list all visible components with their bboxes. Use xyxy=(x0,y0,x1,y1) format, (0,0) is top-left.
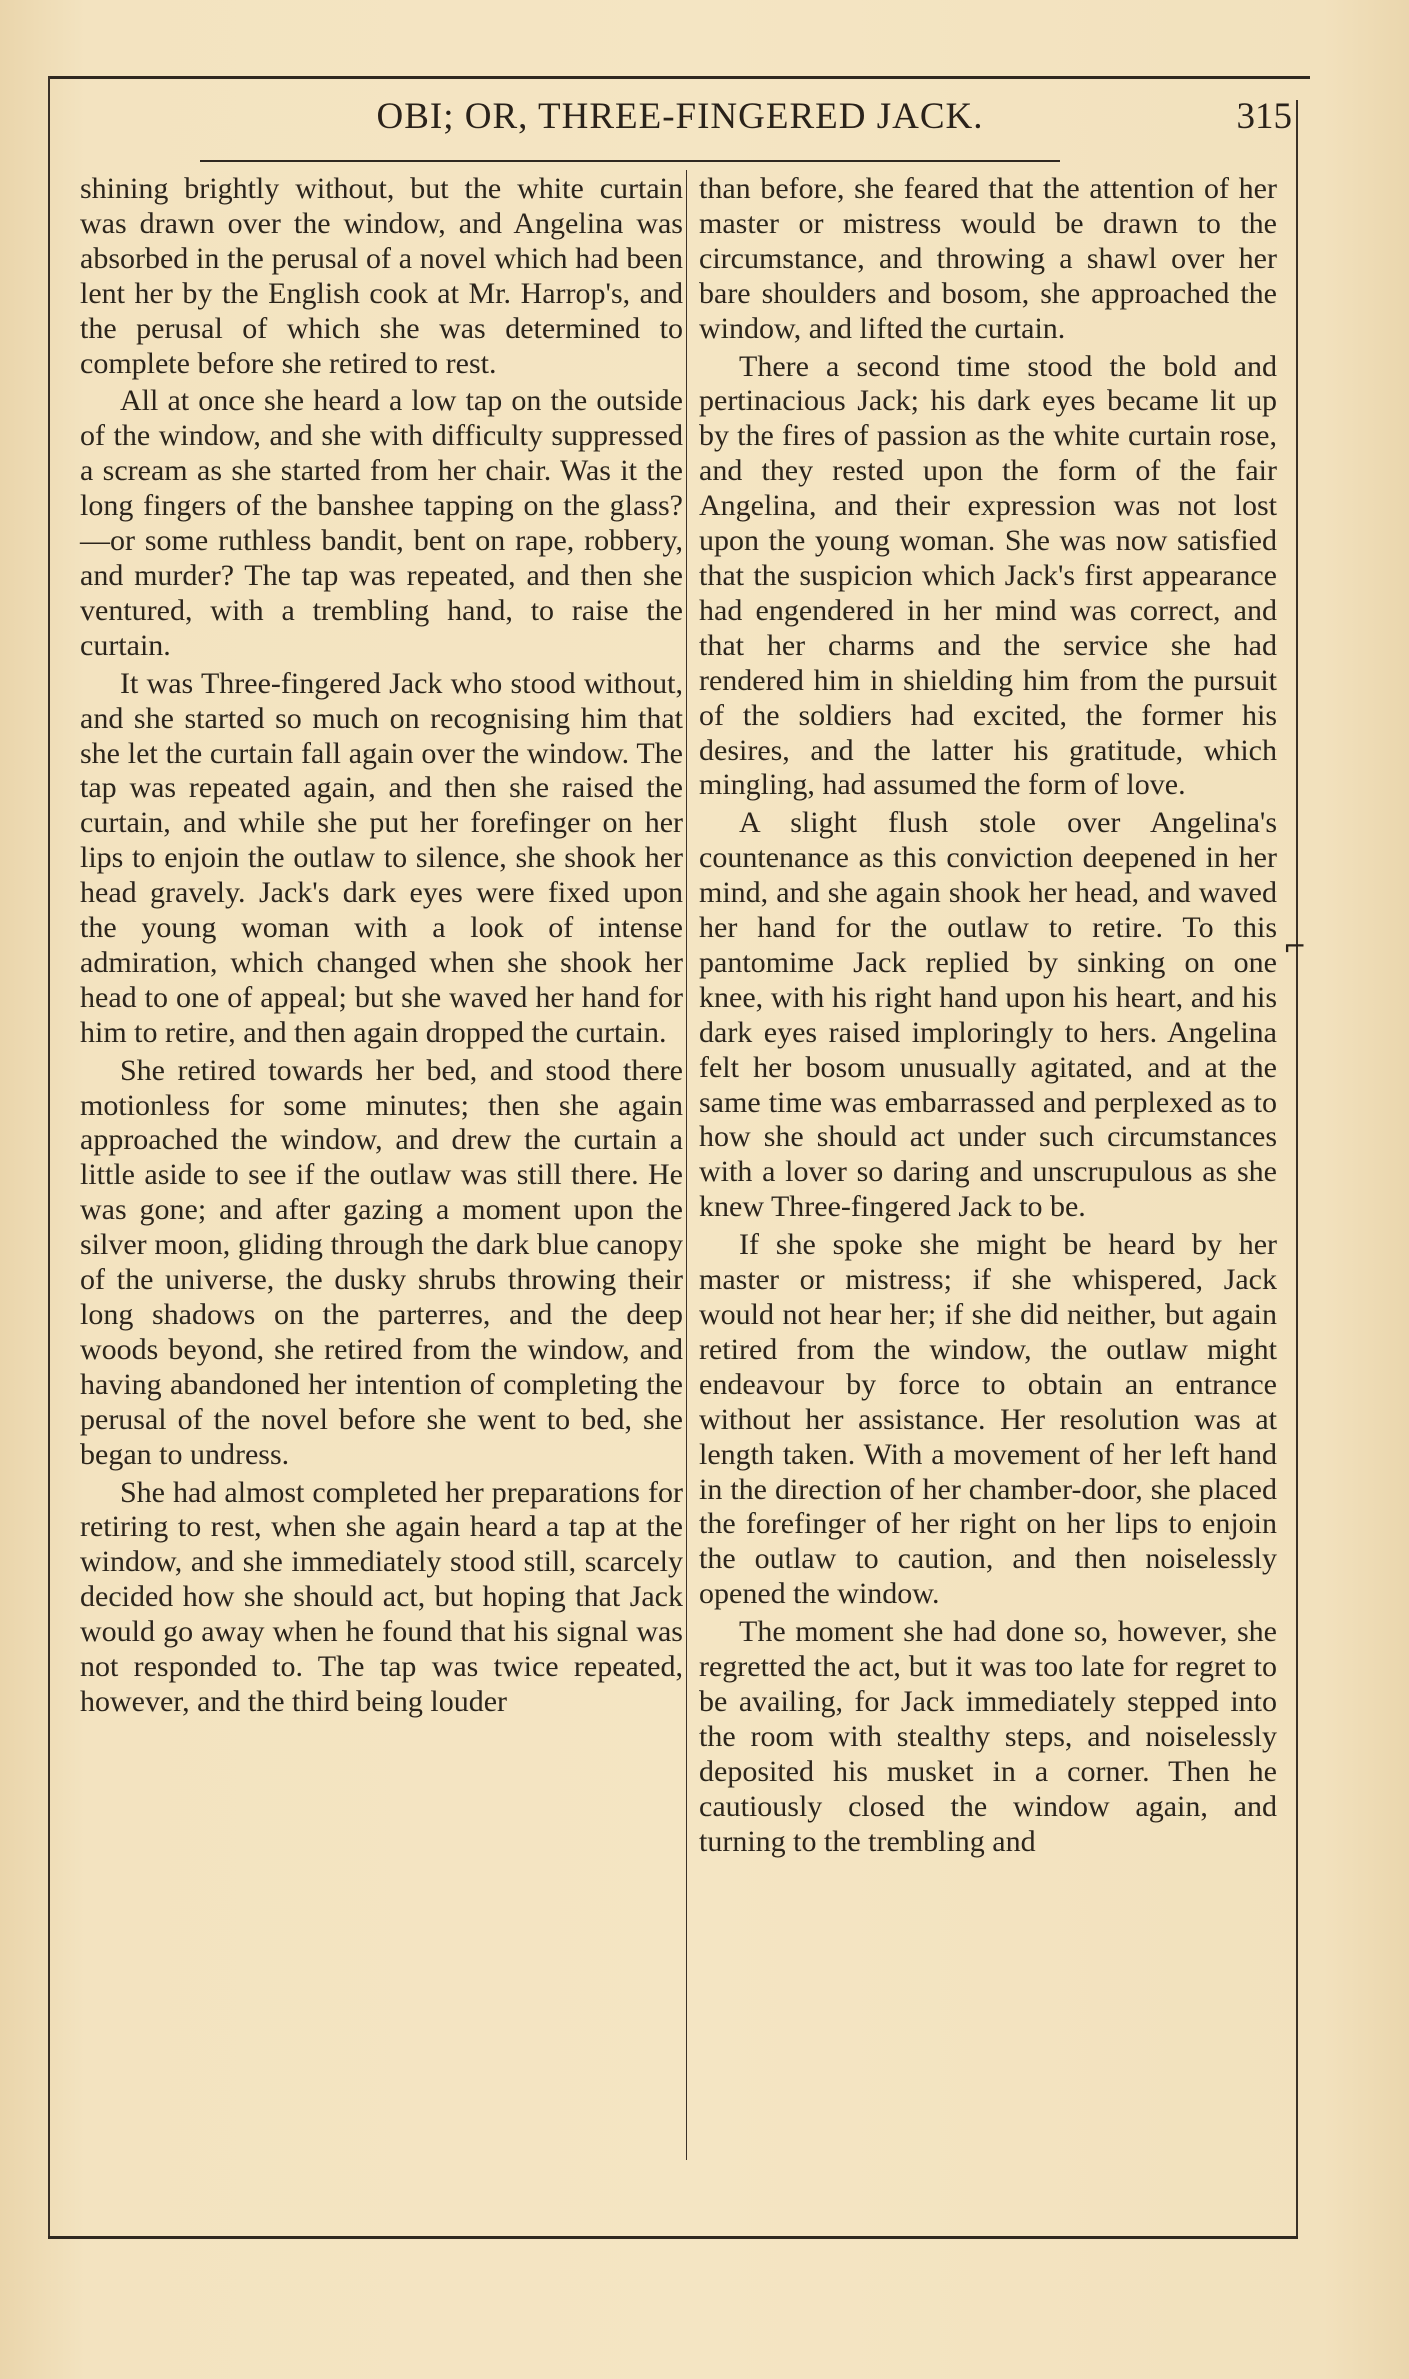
running-header xyxy=(60,95,1300,145)
left-border-line xyxy=(48,76,50,2236)
margin-mark: ⌐ xyxy=(1283,930,1307,963)
bottom-border-rule xyxy=(48,2236,1298,2239)
paragraph: than before, she feared that the attention of her master or mistress would be drawn to the circumstance, and throwing a shawl over her bare shoulders and bosom, she approached the window, and lifted the curtain. xyxy=(699,172,1277,345)
paragraph: It was Three-fingered Jack who stood without, and she started so much on recognising him that she let the curtain fall again over the window. The tap was repeated again, and then she raised the curtain, and while she put her forefinger on her lips to enjoin the outlaw to silence, she shook her head gravely. Jack's dark eyes were fixed upon the young woman with a look of intense admiration, which changed when she shook her head to one of appeal; but she waved her hand for him to retire, and then again dropped the curtain. xyxy=(80,666,683,1049)
paragraph: She retired towards her bed, and stood there motionless for some minutes; then she again approached the window, and drew the curtain a little aside to see if the outlaw was still there. He was gone; and after gazing a moment upon the silver moon, gliding through the dark blue canopy of the universe, the dusky shrubs throwing their long shadows on the parterres, and the deep woods beyond, she retired from the window, and having abandoned her intention of completing the perusal of the novel before she went to bed, she began to undress. xyxy=(80,1053,683,1471)
right-border-line xyxy=(1296,100,1298,2236)
column-divider xyxy=(686,170,687,2160)
paragraph: If she spoke she might be heard by her master or mistress; if she whispered, Jack would not hear her; if she did neither, but again retired from the window, the outlaw might endeavour by force to obtain an entrance without her assistance. Her resolution was at length taken. With a movement of her left hand in the direction of her chamber-door, she placed the forefinger of her right on her lips to enjoin the outlaw to caution, and then noiselessly opened the window. xyxy=(699,1228,1277,1611)
paragraph: shining brightly without, but the white curtain was drawn over the window, and Angelina was absorbed in the perusal of a novel which had been lent her by the English cook at Mr. Harrop's, and the perusal of which she was determined to complete before she retired to rest. xyxy=(80,172,683,380)
page-number: 315 xyxy=(1236,96,1292,137)
right-text-column xyxy=(699,172,1277,1860)
top-border-rule xyxy=(48,76,1310,79)
paragraph: The moment she had done so, however, she regretted the act, but it was too late for regret to be availing, for Jack immediately stepped into the room with stealthy steps, and noiselessly deposited his musket in a corner. Then he cautiously closed the window again, and turning to the trembling and xyxy=(699,1615,1277,1858)
paragraph: There a second time stood the bold and pertinacious Jack; his dark eyes became lit up by the fires of passion as the white curtain rose, and they rested upon the form of the fair Angelina, and their expression was not lost upon the young woman. She was now satisfied that the suspicion which Jack's first appearance had engendered in her mind was correct, and that her charms and the service she had rendered him in shielding him from the pursuit of the soldiers had excited, the former his desires, and the latter his gratitude, which mingling, had assumed the form of love. xyxy=(699,349,1277,802)
running-title: OBI; OR, THREE-FINGERED JACK. xyxy=(376,96,984,137)
paragraph: She had almost completed her preparations for retiring to rest, when she again heard a tap at the window, and she immediately stood still, scarcely decided how she should act, but hoping that Jack would go away when he found that his signal was not responded to. The tap was twice repeated, however, and the third being louder xyxy=(80,1475,683,1718)
paragraph: All at once she heard a low tap on the outside of the window, and she with difficulty suppressed a scream as she started from her chair. Was it the long fingers of the banshee tapping on the glass?—or some ruthless bandit, bent on rape, robbery, and murder? The tap was repeated, and then she ventured, with a trembling hand, to raise the curtain. xyxy=(80,384,683,662)
paragraph: A slight flush stole over Angelina's countenance as this conviction deepened in her mind, and she again shook her head, and waved her hand for the outlaw to retire. To this pantomime Jack replied by sinking on one knee, with his right hand upon his heart, and his dark eyes raised imploringly to hers. Angelina felt her bosom unusually agitated, and at the same time was embarrassed and perplexed as to how she should act under such circumstances with a lover so daring and unscrupulous as she knew Three-fingered Jack to be. xyxy=(699,806,1277,1224)
left-text-column xyxy=(80,172,683,1720)
header-underline xyxy=(200,160,1060,162)
